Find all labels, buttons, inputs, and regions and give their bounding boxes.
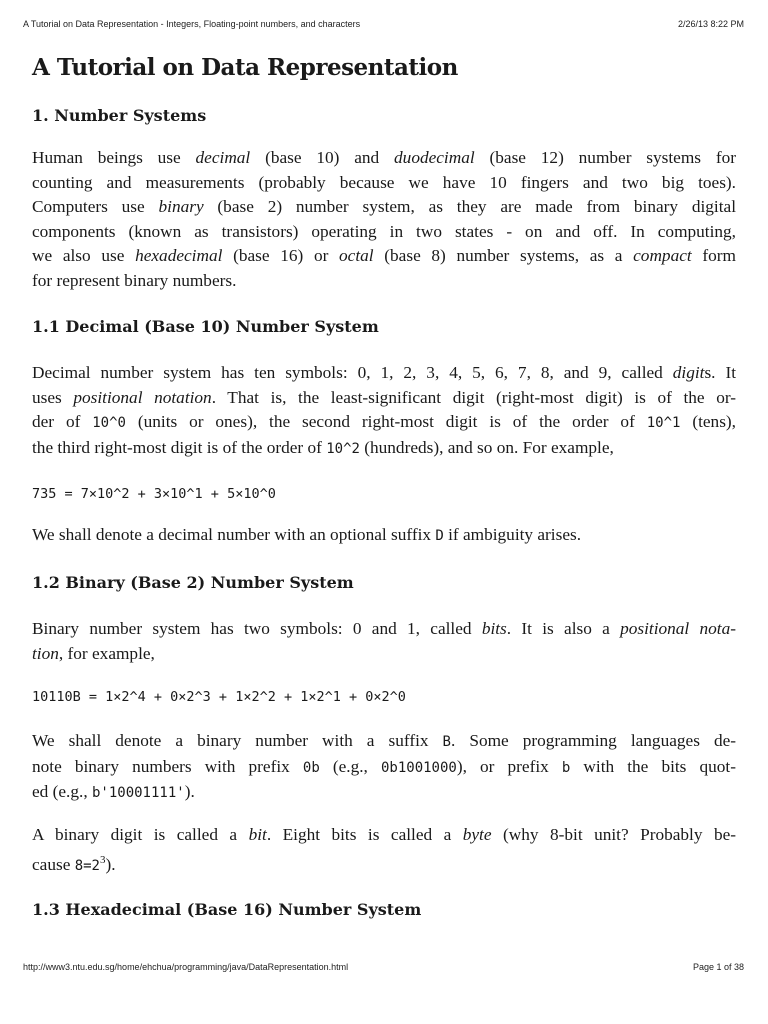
- page-header: [23, 19, 744, 29]
- header-title: A Tutorial on Data Representation - Integers, Floating-point numbers, and characters: [23, 19, 361, 29]
- page-title: A Tutorial on Data Representation: [32, 54, 458, 81]
- code-example-decimal: 735 = 7×10^2 + 3×10^1 + 5×10^0: [32, 486, 276, 502]
- section-heading-hexadecimal: 1.3 Hexadecimal (Base 16) Number System: [32, 900, 422, 919]
- section-heading-decimal: 1.1 Decimal (Base 10) Number System: [32, 317, 379, 336]
- paragraph-number-systems: Human beings use decimal (base 10) and duodecimal (base 12) number systems for counting and measurements (probably because we have 10 fingers and two big toes). Computers use binary (base 2) number system, as they are made from binary digital components (known as transistors) operating in two states - on and off. In computing, we also use hexadecimal (base 16) or octal (base 8) number systems, as a compact form for represent binary numbers.: [32, 148, 736, 290]
- section-heading-number-systems: 1. Number Systems: [32, 106, 207, 125]
- header-datetime: 2/26/13 8:22 PM: [677, 19, 744, 29]
- footer-url[interactable]: http://www3.ntu.edu.sg/home/ehchua/programming/java/DataRepresentation.html: [23, 962, 349, 972]
- paragraph-binary: Binary number system has two symbols: 0 and 1, called bits. It is also a positional nota- tion, for example,: [32, 619, 736, 663]
- page-number: Page 1 of 38: [692, 962, 744, 972]
- page-footer: [23, 962, 744, 972]
- paragraph-decimal: Decimal number system has ten symbols: 0, 1, 2, 3, 4, 5, 6, 7, 8, and 9, called digits. It uses positional notation. That is, the least-significant digit (right-most digit) is of the or- der of 10^0 (units or ones), the second right-most digit is of the order of 10^1 (tens), the third right-most digit is of the order of 10^2 (hundreds), and so on. For example,: [32, 363, 737, 457]
- paragraph-decimal-suffix: We shall denote a decimal number with an optional suffix D if ambiguity arises.: [32, 525, 582, 544]
- code-example-binary: 10110B = 1×2^4 + 0×2^3 + 1×2^2 + 1×2^1 + 0×2^0: [32, 689, 406, 705]
- paragraph-bit-byte: A binary digit is called a bit. Eight bits is called a byte (why 8-bit unit? Probably be- cause $8=2^3$).: [32, 825, 737, 874]
- section-heading-binary: 1.2 Binary (Base 2) Number System: [32, 573, 354, 592]
- paragraph-binary-notation: We shall denote a binary number with a suffix B. Some programming languages de- note binary numbers with prefix 0b (e.g., 0b1001000), or prefix b with the bits quot- ed (e.g., b'10001111').: [32, 731, 737, 802]
